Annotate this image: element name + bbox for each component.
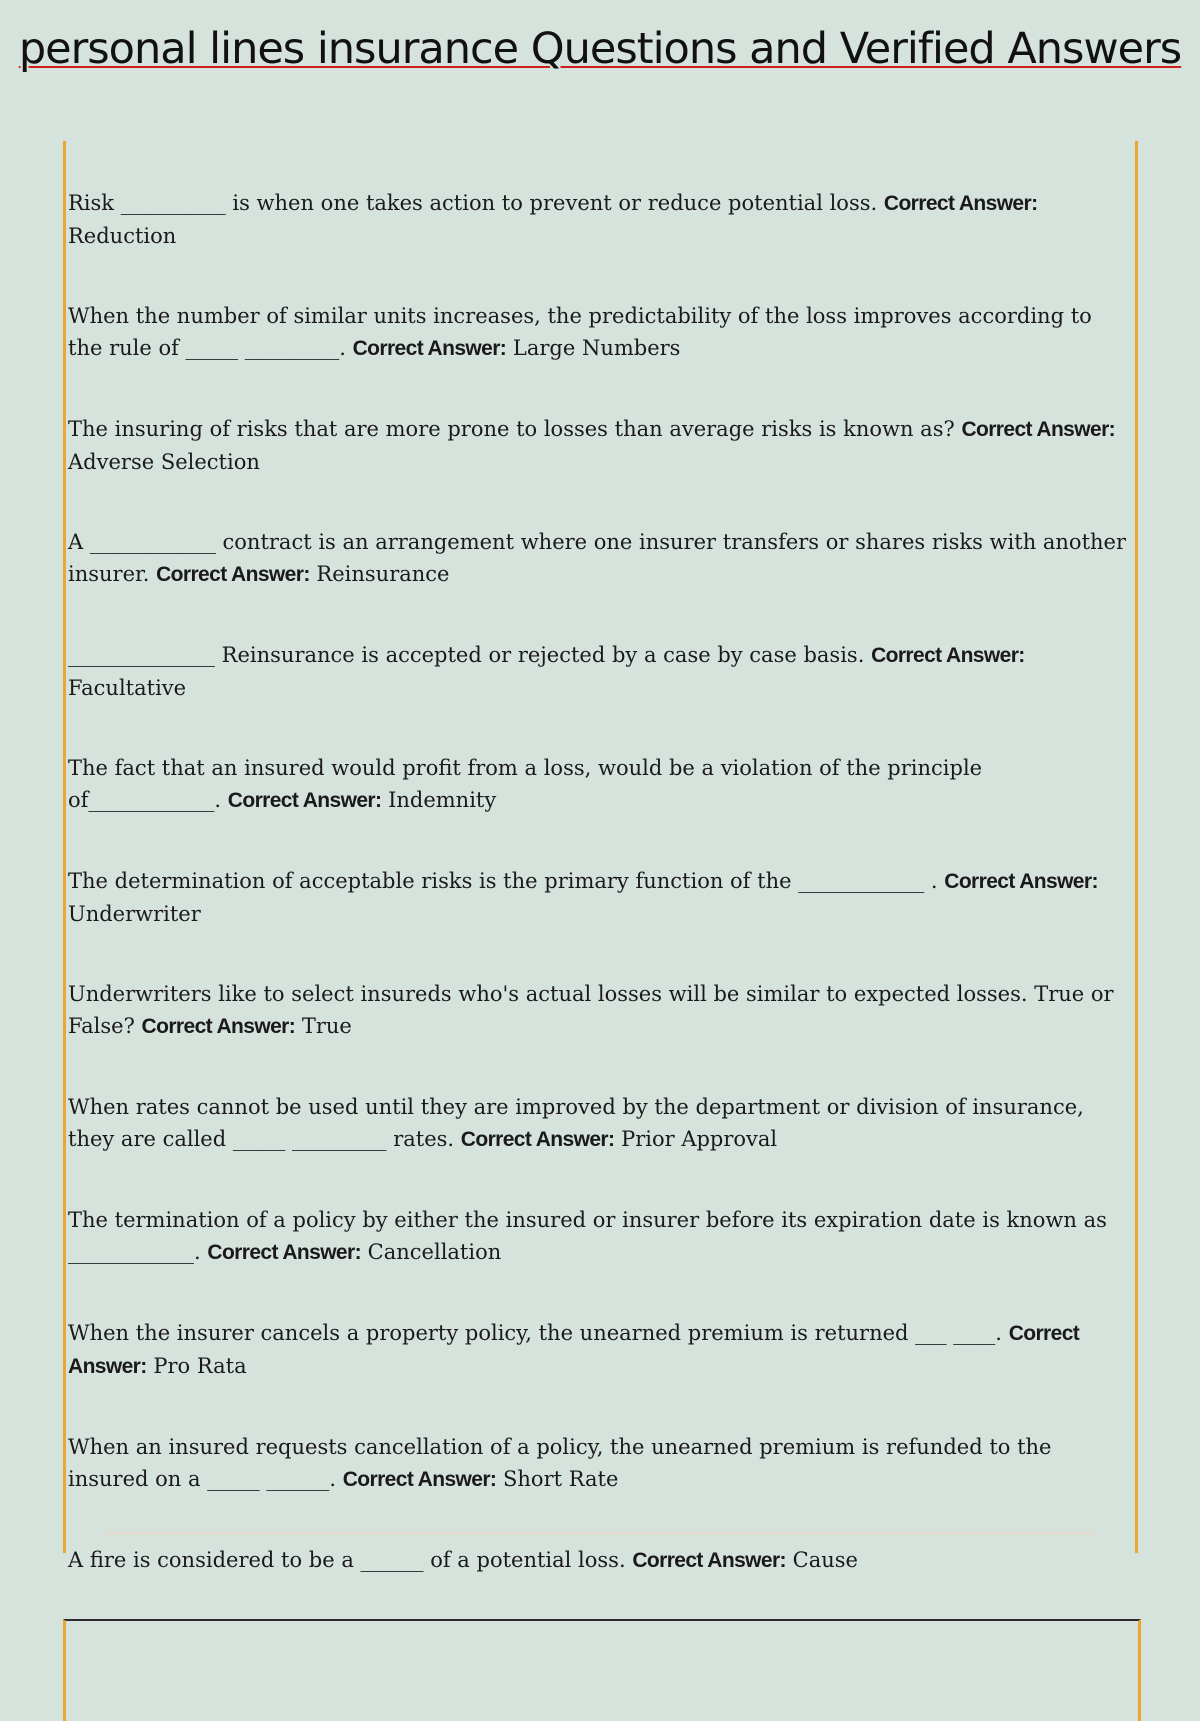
answer-text: Adverse Selection	[68, 450, 260, 474]
correct-answer-label: Correct Answer:	[342, 1468, 497, 1491]
question-text: When the insurer cancels a property policy, the unearned premium is returned ___ ____.	[68, 1321, 1002, 1345]
question-text: A ____________ contract is an arrangement where one insurer transfers or shares risks with another insurer.	[68, 530, 1127, 586]
qa-item	[68, 187, 1128, 252]
correct-answer-label: Correct Answer:	[227, 789, 382, 812]
answer-text: True	[301, 1014, 352, 1038]
qa-item	[68, 865, 1128, 930]
qa-item	[68, 1544, 1128, 1577]
next-page-frame	[63, 1619, 1141, 1721]
correct-answer-label: Correct Answer:	[207, 1241, 361, 1264]
question-answer-list	[68, 187, 1128, 1625]
correct-answer-label: Correct Answer:	[68, 1322, 1080, 1378]
question-text: When rates cannot be used until they are improved by the department or division of insurance, they are called _____ _________ rates.	[68, 1095, 1084, 1151]
correct-answer-label: Correct Answer:	[352, 337, 507, 360]
qa-item	[68, 978, 1128, 1043]
question-text: When an insured requests cancellation of a policy, the unearned premium is refunded to the insured on a _____ ______.	[68, 1435, 1052, 1491]
correct-answer-label: Correct Answer:	[632, 1549, 786, 1572]
qa-item	[68, 1091, 1128, 1156]
correct-answer-label: Correct Answer:	[961, 418, 1116, 441]
question-text: When the number of similar units increases, the predictability of the loss improves according to the rule of _____ _________.	[68, 304, 1092, 360]
answer-text: Reinsurance	[316, 562, 450, 586]
answer-text: Short Rate	[503, 1467, 619, 1491]
question-text: Risk __________ is when one takes action to prevent or reduce potential loss.	[68, 191, 878, 215]
frame-right-border	[1135, 141, 1138, 1553]
question-text: The insuring of risks that are more prone to losses than average risks is known as?	[68, 417, 955, 441]
qa-item	[68, 1317, 1128, 1383]
answer-text: Cause	[792, 1548, 858, 1572]
document-title-text: personal lines insurance Questions and Verified Answers	[18, 24, 1182, 74]
answer-text: Pro Rata	[153, 1354, 247, 1378]
answer-text: Large Numbers	[512, 336, 681, 360]
question-text: ______________ Reinsurance is accepted or rejected by a case by case basis.	[68, 643, 865, 667]
qa-item	[68, 300, 1128, 365]
qa-item	[68, 526, 1128, 591]
qa-item	[68, 1204, 1128, 1269]
answer-text: Cancellation	[367, 1240, 502, 1264]
correct-answer-label: Correct Answer:	[944, 870, 1098, 893]
answer-text: Facultative	[68, 676, 187, 700]
qa-item	[68, 413, 1128, 478]
answer-text: Indemnity	[388, 788, 497, 812]
answer-text: Reduction	[68, 224, 177, 248]
qa-item	[68, 1431, 1128, 1496]
correct-answer-label: Correct Answer:	[883, 192, 1038, 215]
correct-answer-label: Correct Answer:	[871, 644, 1025, 667]
question-text: The determination of acceptable risks is the primary function of the ____________ .	[68, 869, 938, 893]
qa-item	[68, 752, 1128, 817]
frame-left-border	[63, 141, 66, 1553]
answer-text: Underwriter	[68, 902, 201, 926]
question-text: The termination of a policy by either the insured or insurer before its expiration date is known as ____________.	[68, 1208, 1107, 1264]
correct-answer-label: Correct Answer:	[460, 1128, 615, 1151]
question-text: A fire is considered to be a ______ of a potential loss.	[68, 1548, 626, 1572]
document-title	[0, 22, 1200, 77]
section-divider	[105, 1532, 1095, 1535]
correct-answer-label: Correct Answer:	[156, 563, 310, 586]
correct-answer-label: Correct Answer:	[141, 1015, 296, 1038]
qa-item	[68, 639, 1128, 704]
question-text: Underwriters like to select insureds who's actual losses will be similar to expected losses. True or False?	[68, 982, 1114, 1038]
answer-text: Prior Approval	[621, 1127, 778, 1151]
question-text: The fact that an insured would profit from a loss, would be a violation of the principle of____________.	[68, 756, 983, 812]
